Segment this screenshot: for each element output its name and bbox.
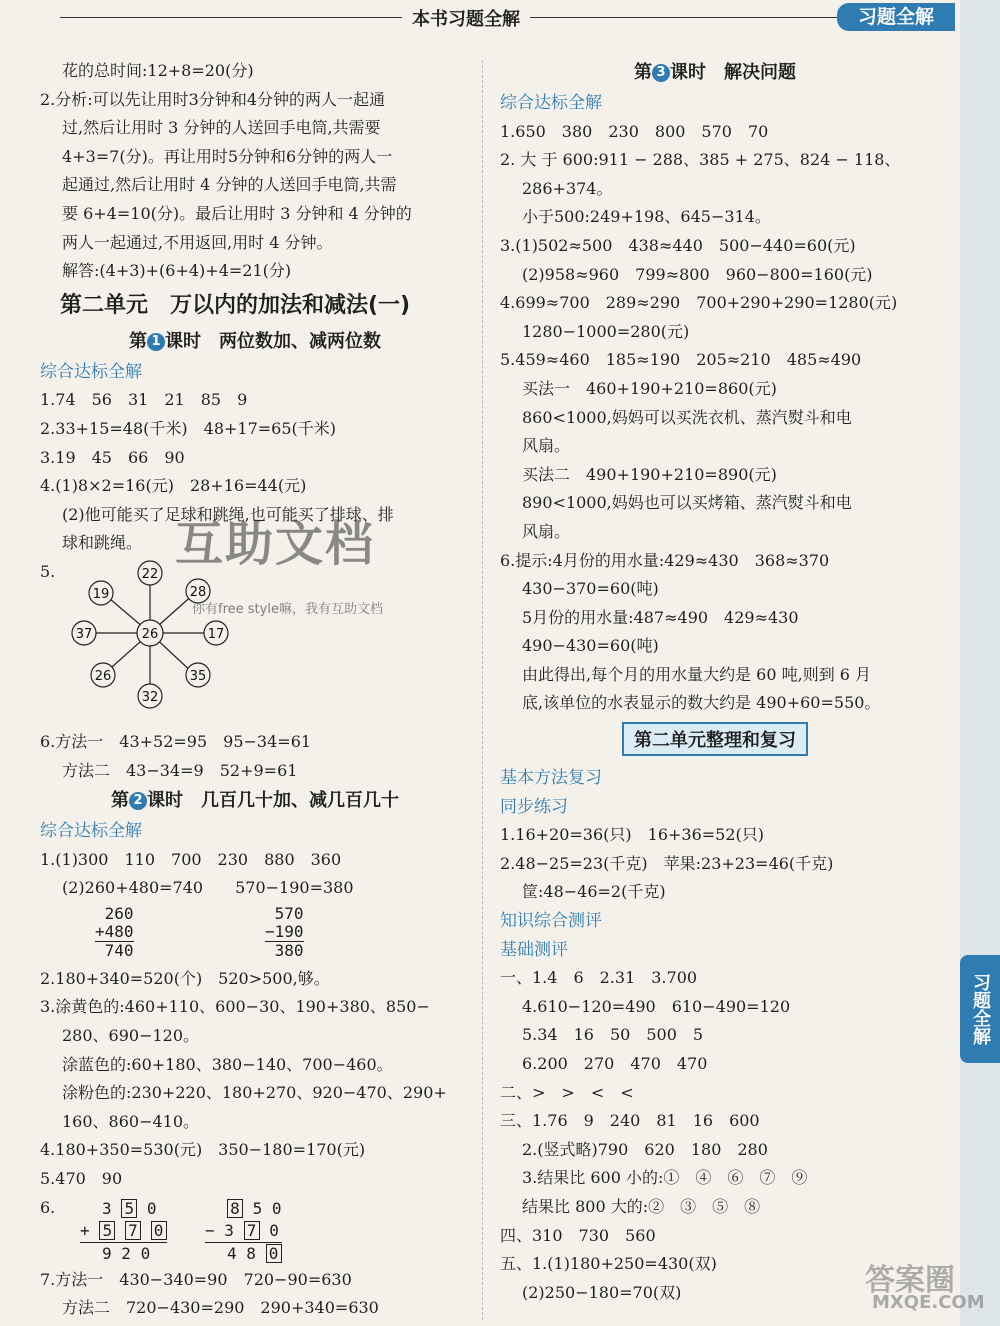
- text-line: 方法二 720−430=290 290+340=630: [62, 1298, 379, 1318]
- wheel-node: 35: [189, 668, 207, 684]
- lesson-title: [40, 785, 470, 817]
- lesson-name: 课时 几百几十加、减几百几十: [147, 790, 399, 812]
- section-heading: 基本方法复习: [500, 768, 602, 789]
- digit: 8: [246, 1243, 256, 1263]
- operator: +: [80, 1220, 90, 1240]
- result: 380: [265, 940, 304, 960]
- text-line: 方法二 43−34=9 52+9=61: [62, 760, 298, 780]
- text-line: 花的总时间:12+8=20(分): [62, 61, 254, 80]
- text-line: 五、1.(1)180+250=430(双): [500, 1254, 717, 1274]
- text-line: 四、310 730 560: [500, 1225, 656, 1245]
- page-header: [0, 0, 1000, 34]
- lesson-prefix: 第: [111, 790, 129, 812]
- question-number: 6.: [40, 1197, 56, 1217]
- text-line: 4.699≈700 289≈290 700+290+290=1280(元): [500, 293, 898, 313]
- text-line: 4+3=7(分)。再让用时5分钟和6分钟的两人一: [62, 146, 393, 166]
- text-line: 430−370=60(吨): [522, 579, 659, 599]
- digit-box: 0: [266, 1244, 282, 1263]
- box-subtraction: [205, 1198, 282, 1265]
- text-line: 280、690−120。: [62, 1026, 200, 1046]
- operand: 570: [265, 903, 304, 923]
- text-line: 2.(竖式略)790 620 180 280: [522, 1139, 768, 1159]
- section-heading: 同步练习: [500, 796, 568, 817]
- text-line: 底,该单位的水表显示的数大约是 490+60=550。: [522, 693, 881, 713]
- text-line: 球和跳绳。: [62, 533, 143, 553]
- vertical-subtraction: [265, 905, 304, 960]
- text-line: 5月份的用水量:487≈490 429≈430: [522, 607, 799, 627]
- header-title: 本书习题全解: [402, 5, 530, 31]
- wheel-node: 22: [141, 566, 159, 582]
- text-line: 1280−1000=280(元): [522, 321, 690, 341]
- text-line: 买法一 460+190+210=860(元): [522, 378, 777, 398]
- section-heading: 综合达标全解: [500, 93, 602, 113]
- number-wheel-diagram: [40, 558, 300, 728]
- text-line: 286+374。: [522, 178, 613, 198]
- review-title: 第二单元整理和复习: [622, 722, 808, 756]
- text-line: 两人一起通过,不用返回,用时 4 分钟。: [62, 232, 333, 252]
- digit-box: 7: [244, 1221, 260, 1240]
- text-line: (2)250−180=70(双): [522, 1282, 682, 1302]
- text-line: 7.方法一 430−340=90 720−90=630: [40, 1269, 352, 1289]
- text-line: 起通过,然后让用时 4 分钟的人送回手电筒,共需: [62, 175, 397, 195]
- digit: 0: [271, 1198, 282, 1218]
- text-line: 160、860−410。: [62, 1111, 200, 1131]
- lesson-title: [40, 326, 470, 358]
- header-tab: 习题全解: [837, 3, 955, 31]
- wheel-question: [40, 558, 470, 728]
- text-line: 2.分析:可以先让用时3分钟和4分钟的两人一起通: [40, 89, 386, 109]
- digit: 0: [146, 1198, 157, 1218]
- wheel-node: 26: [94, 668, 112, 684]
- text-line: 过,然后让用时 3 分钟的人送回手电筒,共需要: [62, 118, 381, 138]
- text-line: 6.方法一 43+52=95 95−34=61: [40, 731, 312, 751]
- text-line: 涂粉色的:230+220、180+270、920−470、290+: [62, 1083, 447, 1103]
- digit: 0: [140, 1243, 151, 1263]
- text-line: 风扇。: [522, 521, 571, 541]
- wheel-node: 28: [189, 584, 207, 600]
- wheel-node: 17: [207, 626, 225, 642]
- text-line: 2.180+340=520(个) 520>500,够。: [40, 968, 330, 988]
- text-line: 4.610−120=490 610−490=120: [522, 996, 791, 1016]
- digit: 5: [252, 1198, 263, 1218]
- side-tab: 习题全解: [960, 955, 1000, 1063]
- text-line: 风扇。: [522, 436, 571, 456]
- text-line: 买法二 490+190+210=890(元): [522, 464, 777, 484]
- text-line: 5.470 90: [40, 1169, 123, 1189]
- text-line: 二、> > < <: [500, 1082, 634, 1102]
- text-line: 1.16+20=36(只) 16+36=52(只): [500, 825, 765, 845]
- section-heading: 知识综合测评: [500, 911, 602, 932]
- unit-title: 第二单元 万以内的加法和减法(一): [60, 292, 411, 318]
- review-banner: [500, 722, 930, 756]
- digit-box: 7: [125, 1221, 141, 1240]
- text-line: 3.(1)502≈500 438≈440 500−440=60(元): [500, 235, 856, 255]
- text-line: 小于500:249+198、645−314。: [522, 207, 771, 227]
- lesson-number-badge: 2: [129, 792, 147, 810]
- vertical-addition: [95, 905, 134, 960]
- lesson-prefix: 第: [129, 330, 147, 352]
- text-line: 由此得出,每个月的用水量大约是 60 吨,则到 6 月: [522, 664, 872, 684]
- digit: 3: [102, 1198, 112, 1218]
- lesson-number-badge: 3: [652, 64, 670, 82]
- text-line: 一、1.4 6 2.31 3.700: [500, 968, 698, 988]
- watermark-sub: 你有free style嘛，我有互助文档: [192, 602, 383, 617]
- lesson-prefix: 第: [634, 62, 652, 83]
- text-line: 1.(1)300 110 700 230 880 360: [40, 849, 342, 869]
- text-line: 890<1000,妈妈也可以买烤箱、蒸汽熨斗和电: [522, 493, 852, 513]
- text-line: 5.459≈460 185≈190 205≈210 485≈490: [500, 350, 862, 370]
- operand: −190: [265, 921, 304, 941]
- box-addition: [80, 1198, 167, 1265]
- digit: 3: [224, 1220, 234, 1240]
- text-line: 涂蓝色的:60+180、380−140、700−460。: [62, 1054, 393, 1074]
- wheel-node: 32: [141, 689, 159, 705]
- text-line: 1.650 380 230 800 570 70: [500, 121, 769, 141]
- text-line: 5.34 16 50 500 5: [522, 1025, 704, 1045]
- operator: −: [205, 1220, 215, 1240]
- text-line: 2.48−25=23(千克) 苹果:23+23=46(千克): [500, 853, 834, 873]
- operand: +480: [95, 921, 134, 941]
- digit: 2: [121, 1243, 131, 1263]
- text-line: 解答:(4+3)+(6+4)+4=21(分): [62, 261, 292, 281]
- vertical-calculations: [40, 903, 470, 965]
- lesson-name: 课时 两位数加、减两位数: [165, 330, 381, 352]
- operand: 260: [95, 903, 134, 923]
- section-heading: 基础测评: [500, 939, 568, 960]
- section-heading: 综合达标全解: [40, 821, 142, 842]
- result: 740: [95, 940, 134, 960]
- lesson-number-badge: 1: [147, 333, 165, 351]
- section-heading: 综合达标全解: [40, 361, 142, 382]
- text-line: 2. 大 于 600:911 − 288、385 + 275、824 − 118、: [500, 150, 901, 170]
- digit: 9: [102, 1243, 112, 1263]
- digit: 4: [227, 1243, 237, 1263]
- wheel-node: 37: [75, 626, 93, 642]
- digit-box: 0: [151, 1221, 167, 1240]
- text-line: 3.涂黄色的:460+110、600−30、190+380、850−: [40, 997, 430, 1017]
- right-column: [500, 57, 930, 1307]
- text-line: 1.74 56 31 21 85 9: [40, 390, 248, 410]
- digit-box: 5: [99, 1221, 115, 1240]
- text-line: 6.200 270 470 470: [522, 1054, 708, 1073]
- wheel-center: 26: [141, 626, 159, 642]
- text-line: 要 6+4=10(分)。最后让用时 3 分钟和 4 分钟的: [62, 203, 412, 223]
- text-line: 结果比 800 大的:② ③ ⑤ ⑧: [522, 1196, 761, 1216]
- watermark-corner: 答案圈: [865, 1263, 955, 1298]
- text-line: 三、1.76 9 240 81 16 600: [500, 1111, 760, 1131]
- text-line: (2)他可能买了足球和跳绳,也可能买了排球、排: [62, 504, 394, 524]
- text-line: 860<1000,妈妈可以买洗衣机、蒸汽熨斗和电: [522, 407, 852, 427]
- watermark-corner-url: MXQE.COM: [872, 1292, 985, 1313]
- text-line: 4.180+350=530(元) 350−180=170(元): [40, 1140, 366, 1160]
- text-line: 3.结果比 600 小的:① ④ ⑥ ⑦ ⑨: [522, 1168, 808, 1188]
- text-line: 筐:48−46=2(千克): [522, 882, 666, 902]
- page-edge: [960, 0, 1000, 1326]
- text-line: 4.(1)8×2=16(元) 28+16=44(元): [40, 476, 307, 496]
- box-calculations: [40, 1194, 470, 1266]
- text-line: 3.19 45 66 90: [40, 447, 185, 467]
- text-line: (2)260+480=740 570−190=380: [62, 878, 354, 898]
- digit-box: 5: [121, 1199, 137, 1218]
- wheel-node: 19: [92, 586, 110, 602]
- text-line: 490−430=60(吨): [522, 636, 659, 656]
- left-column: [40, 57, 470, 1323]
- lesson-name: 课时 解决问题: [670, 62, 796, 83]
- text-line: 6.提示:4月份的用水量:429≈430 368≈370: [500, 550, 830, 570]
- digit: 0: [269, 1220, 279, 1240]
- digit-box: 8: [227, 1199, 243, 1218]
- lesson-title: [500, 57, 930, 89]
- text-line: (2)958≈960 799≈800 960−800=160(元): [522, 264, 873, 284]
- question-number: 5.: [40, 561, 56, 581]
- column-divider: [482, 60, 483, 1320]
- watermark-main: 互助文档: [175, 516, 376, 572]
- text-line: 2.33+15=48(千米) 48+17=65(千米): [40, 418, 337, 438]
